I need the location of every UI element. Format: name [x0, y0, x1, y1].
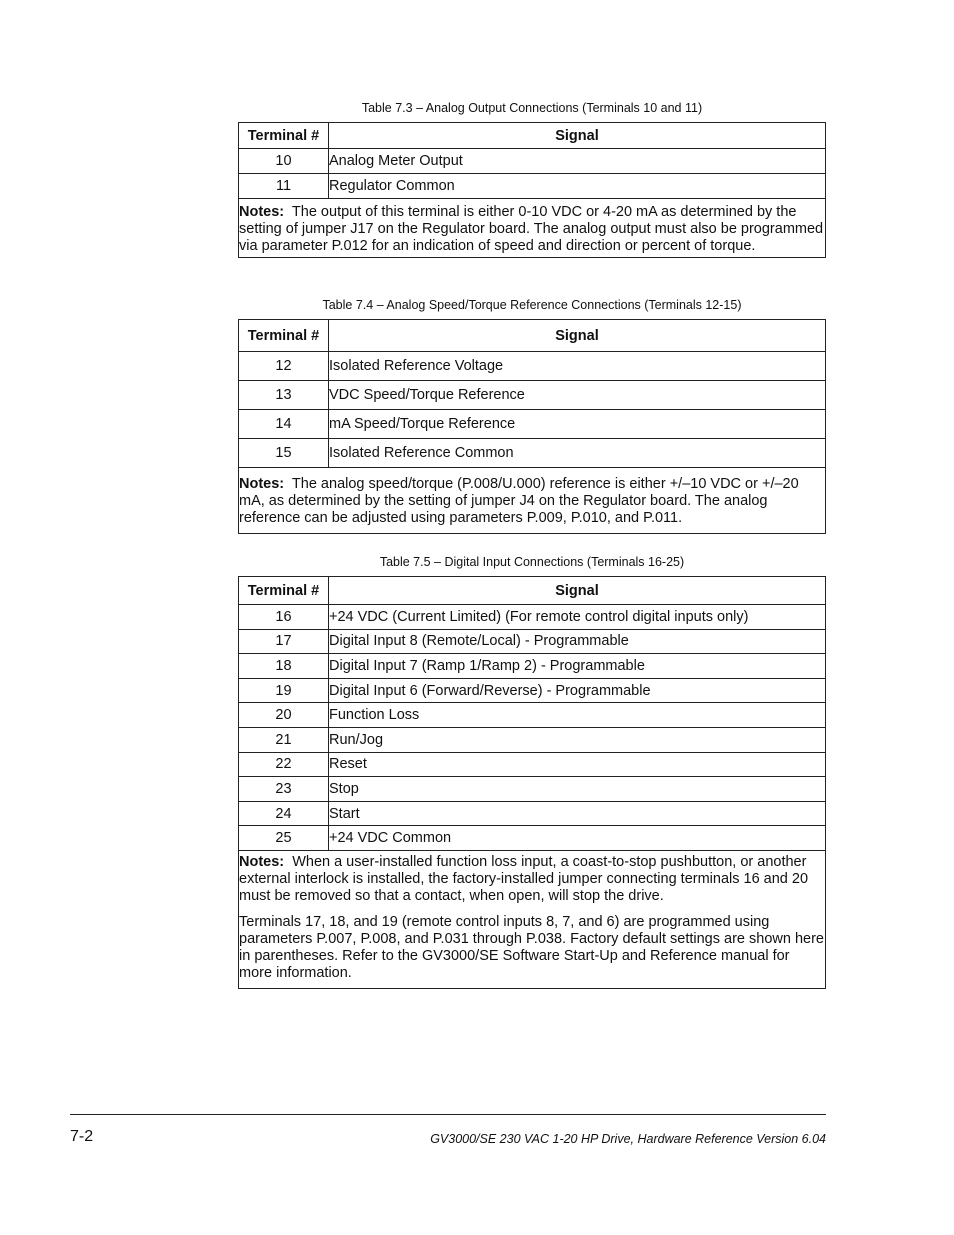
- table-row: [239, 605, 826, 630]
- table-row: [239, 752, 826, 777]
- signal-cell: +24 VDC Common: [329, 826, 826, 851]
- notes-paragraph: [239, 854, 825, 905]
- notes-cell: [239, 199, 826, 258]
- table-row: [239, 381, 826, 410]
- table-header-row: [239, 320, 826, 352]
- signal-cell: Regulator Common: [329, 174, 826, 199]
- signal-cell: Function Loss: [329, 703, 826, 728]
- terminal-cell: 20: [239, 703, 329, 728]
- signal-cell: Run/Jog: [329, 727, 826, 752]
- column-header-terminal: Terminal #: [239, 577, 329, 605]
- column-header-signal: Signal: [329, 123, 826, 149]
- notes-paragraph: [239, 204, 825, 255]
- terminal-cell: 15: [239, 439, 329, 468]
- table-row: [239, 703, 826, 728]
- table-row: [239, 174, 826, 199]
- notes-label: Notes:: [239, 204, 285, 220]
- notes-cell: [239, 850, 826, 988]
- terminal-cell: 10: [239, 149, 329, 174]
- column-header-signal: Signal: [329, 577, 826, 605]
- notes-row: [239, 468, 826, 534]
- terminal-cell: 11: [239, 174, 329, 199]
- signal-cell: Digital Input 8 (Remote/Local) - Programmable: [329, 629, 826, 654]
- table-row: [239, 801, 826, 826]
- signal-cell: +24 VDC (Current Limited) (For remote control digital inputs only): [329, 605, 826, 630]
- table-row: [239, 777, 826, 802]
- terminal-cell: 25: [239, 826, 329, 851]
- table-header-row: [239, 123, 826, 149]
- terminal-cell: 23: [239, 777, 329, 802]
- footer-rule: [70, 1114, 826, 1115]
- terminal-cell: 12: [239, 352, 329, 381]
- column-header-terminal: Terminal #: [239, 320, 329, 352]
- terminal-cell: 18: [239, 654, 329, 679]
- terminal-cell: 17: [239, 629, 329, 654]
- terminal-cell: 14: [239, 410, 329, 439]
- notes-text: The analog speed/torque (P.008/U.000) reference is either +/–10 VDC or +/–20 mA, as determined by the setting of jumper J4 on the Regulator board. The analog reference can be adjusted using parameters P.009, P.010, and P.011.: [239, 476, 799, 526]
- signal-cell: Isolated Reference Common: [329, 439, 826, 468]
- notes-label: Notes:: [239, 476, 285, 492]
- page-number: 7-2: [70, 1128, 94, 1145]
- table-7-4-caption: Table 7.4 – Analog Speed/Torque Reference Connections (Terminals 12-15): [322, 298, 742, 312]
- signal-cell: Reset: [329, 752, 826, 777]
- terminal-cell: 19: [239, 678, 329, 703]
- notes-paragraph: Terminals 17, 18, and 19 (remote control inputs 8, 7, and 6) are programmed using parameters P.007, P.008, and P.031 through P.038. Factory default settings are shown here in parentheses. Refer to the GV3000/SE Software Start-Up and Reference manual for more information.: [239, 913, 824, 981]
- table-row: [239, 629, 826, 654]
- table-7-3-caption: Table 7.3 – Analog Output Connections (Terminals 10 and 11): [361, 101, 703, 115]
- table-header-row: [239, 577, 826, 605]
- table-row: [239, 352, 826, 381]
- notes-label: Notes:: [239, 853, 285, 870]
- signal-cell: Digital Input 7 (Ramp 1/Ramp 2) - Programmable: [329, 654, 826, 679]
- signal-cell: VDC Speed/Torque Reference: [329, 381, 826, 410]
- signal-cell: mA Speed/Torque Reference: [329, 410, 826, 439]
- terminal-cell: 22: [239, 752, 329, 777]
- terminal-cell: 16: [239, 605, 329, 630]
- signal-cell: Digital Input 6 (Forward/Reverse) - Programmable: [329, 678, 826, 703]
- notes-text: The output of this terminal is either 0-10 VDC or 4-20 mA as determined by the setting of jumper J17 on the Regulator board. The analog output must also be programmed via parameter P.012 for an indication of speed and direction or percent of torque.: [239, 204, 824, 254]
- table-7-3: [238, 122, 826, 258]
- notes-row: [239, 850, 826, 988]
- terminal-cell: 24: [239, 801, 329, 826]
- table-row: [239, 826, 826, 851]
- notes-row: [239, 199, 826, 258]
- signal-cell: Analog Meter Output: [329, 149, 826, 174]
- table-row: [239, 654, 826, 679]
- terminal-cell: 21: [239, 727, 329, 752]
- table-7-5: [238, 576, 826, 989]
- terminal-cell: 13: [239, 381, 329, 410]
- table-row: [239, 439, 826, 468]
- table-row: [239, 727, 826, 752]
- signal-cell: Start: [329, 801, 826, 826]
- table-row: [239, 410, 826, 439]
- notes-text: When a user-installed function loss input, a coast-to-stop pushbutton, or another external interlock is installed, the factory-installed jumper connecting terminals 16 and 20 must be removed so that a contact, when open, will stop the drive.: [239, 853, 809, 904]
- signal-cell: Isolated Reference Voltage: [329, 352, 826, 381]
- table-row: [239, 149, 826, 174]
- signal-cell: Stop: [329, 777, 826, 802]
- table-7-4: [238, 319, 826, 534]
- table-row: [239, 678, 826, 703]
- notes-paragraph: [239, 476, 825, 527]
- column-header-terminal: Terminal #: [239, 123, 329, 149]
- table-7-5-caption: Table 7.5 – Digital Input Connections (Terminals 16-25): [379, 555, 685, 569]
- column-header-signal: Signal: [329, 320, 826, 352]
- footer-document-title: GV3000/SE 230 VAC 1-20 HP Drive, Hardware Reference Version 6.04: [430, 1132, 826, 1146]
- notes-cell: [239, 468, 826, 534]
